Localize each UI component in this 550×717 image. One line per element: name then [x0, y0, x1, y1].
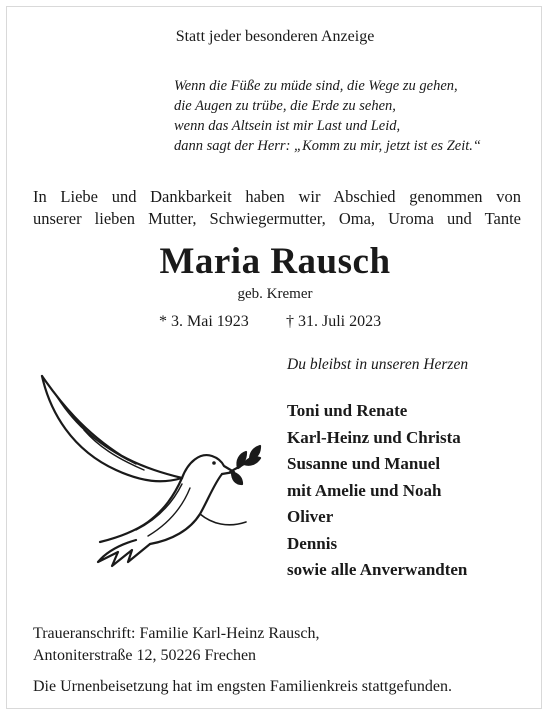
maiden-name: geb. Kremer	[237, 286, 313, 302]
notice-header: Statt jeder besonderen Anzeige	[175, 28, 375, 45]
death-date: † 31. Juli 2023	[286, 313, 382, 330]
poem-line: wenn das Altsein ist mir Last und Leid,	[174, 118, 401, 134]
intro-line: In Liebe und Dankbarkeit haben wir Abschied genommen von	[33, 187, 521, 206]
birth-date: * 3. Mai 1923	[159, 313, 249, 330]
mourner-name: sowie alle Anverwandten	[287, 560, 468, 579]
mourner-name: mit Amelie und Noah	[287, 480, 442, 500]
mourners-list	[287, 398, 467, 584]
poem-line: Wenn die Füße zu müde sind, die Wege zu gehen,	[174, 78, 458, 94]
poem	[174, 76, 481, 156]
address-line: Antoniterstraße 12, 50226 Frechen	[33, 647, 257, 664]
mourning-address	[33, 623, 319, 667]
address-line: Traueranschrift: Familie Karl-Heinz Rausch,	[33, 625, 320, 642]
closing-note: Die Urnenbeisetzung hat im engsten Familienkreis stattgefunden.	[33, 678, 452, 695]
intro-text	[33, 186, 521, 230]
motto: Du bleibst in unseren Herzen	[287, 356, 469, 373]
mourner-name: Oliver	[287, 507, 334, 526]
deceased-name: Maria Rausch	[159, 241, 391, 282]
mourner-name: Susanne und Manuel	[287, 454, 441, 473]
mourner-name: Karl-Heinz und Christa	[287, 427, 461, 447]
intro-line: unserer lieben Mutter, Schwiegermutter, Oma, Uroma und Tante	[33, 209, 521, 228]
mourner-name: Toni und Renate	[287, 401, 408, 420]
poem-line: dann sagt der Herr: „Komm zu mir, jetzt ist es Zeit.“	[174, 138, 481, 154]
poem-line: die Augen zu trübe, die Erde zu sehen,	[174, 98, 396, 114]
dove-with-olive-branch-icon	[32, 372, 268, 572]
mourner-name: Dennis	[287, 533, 338, 553]
